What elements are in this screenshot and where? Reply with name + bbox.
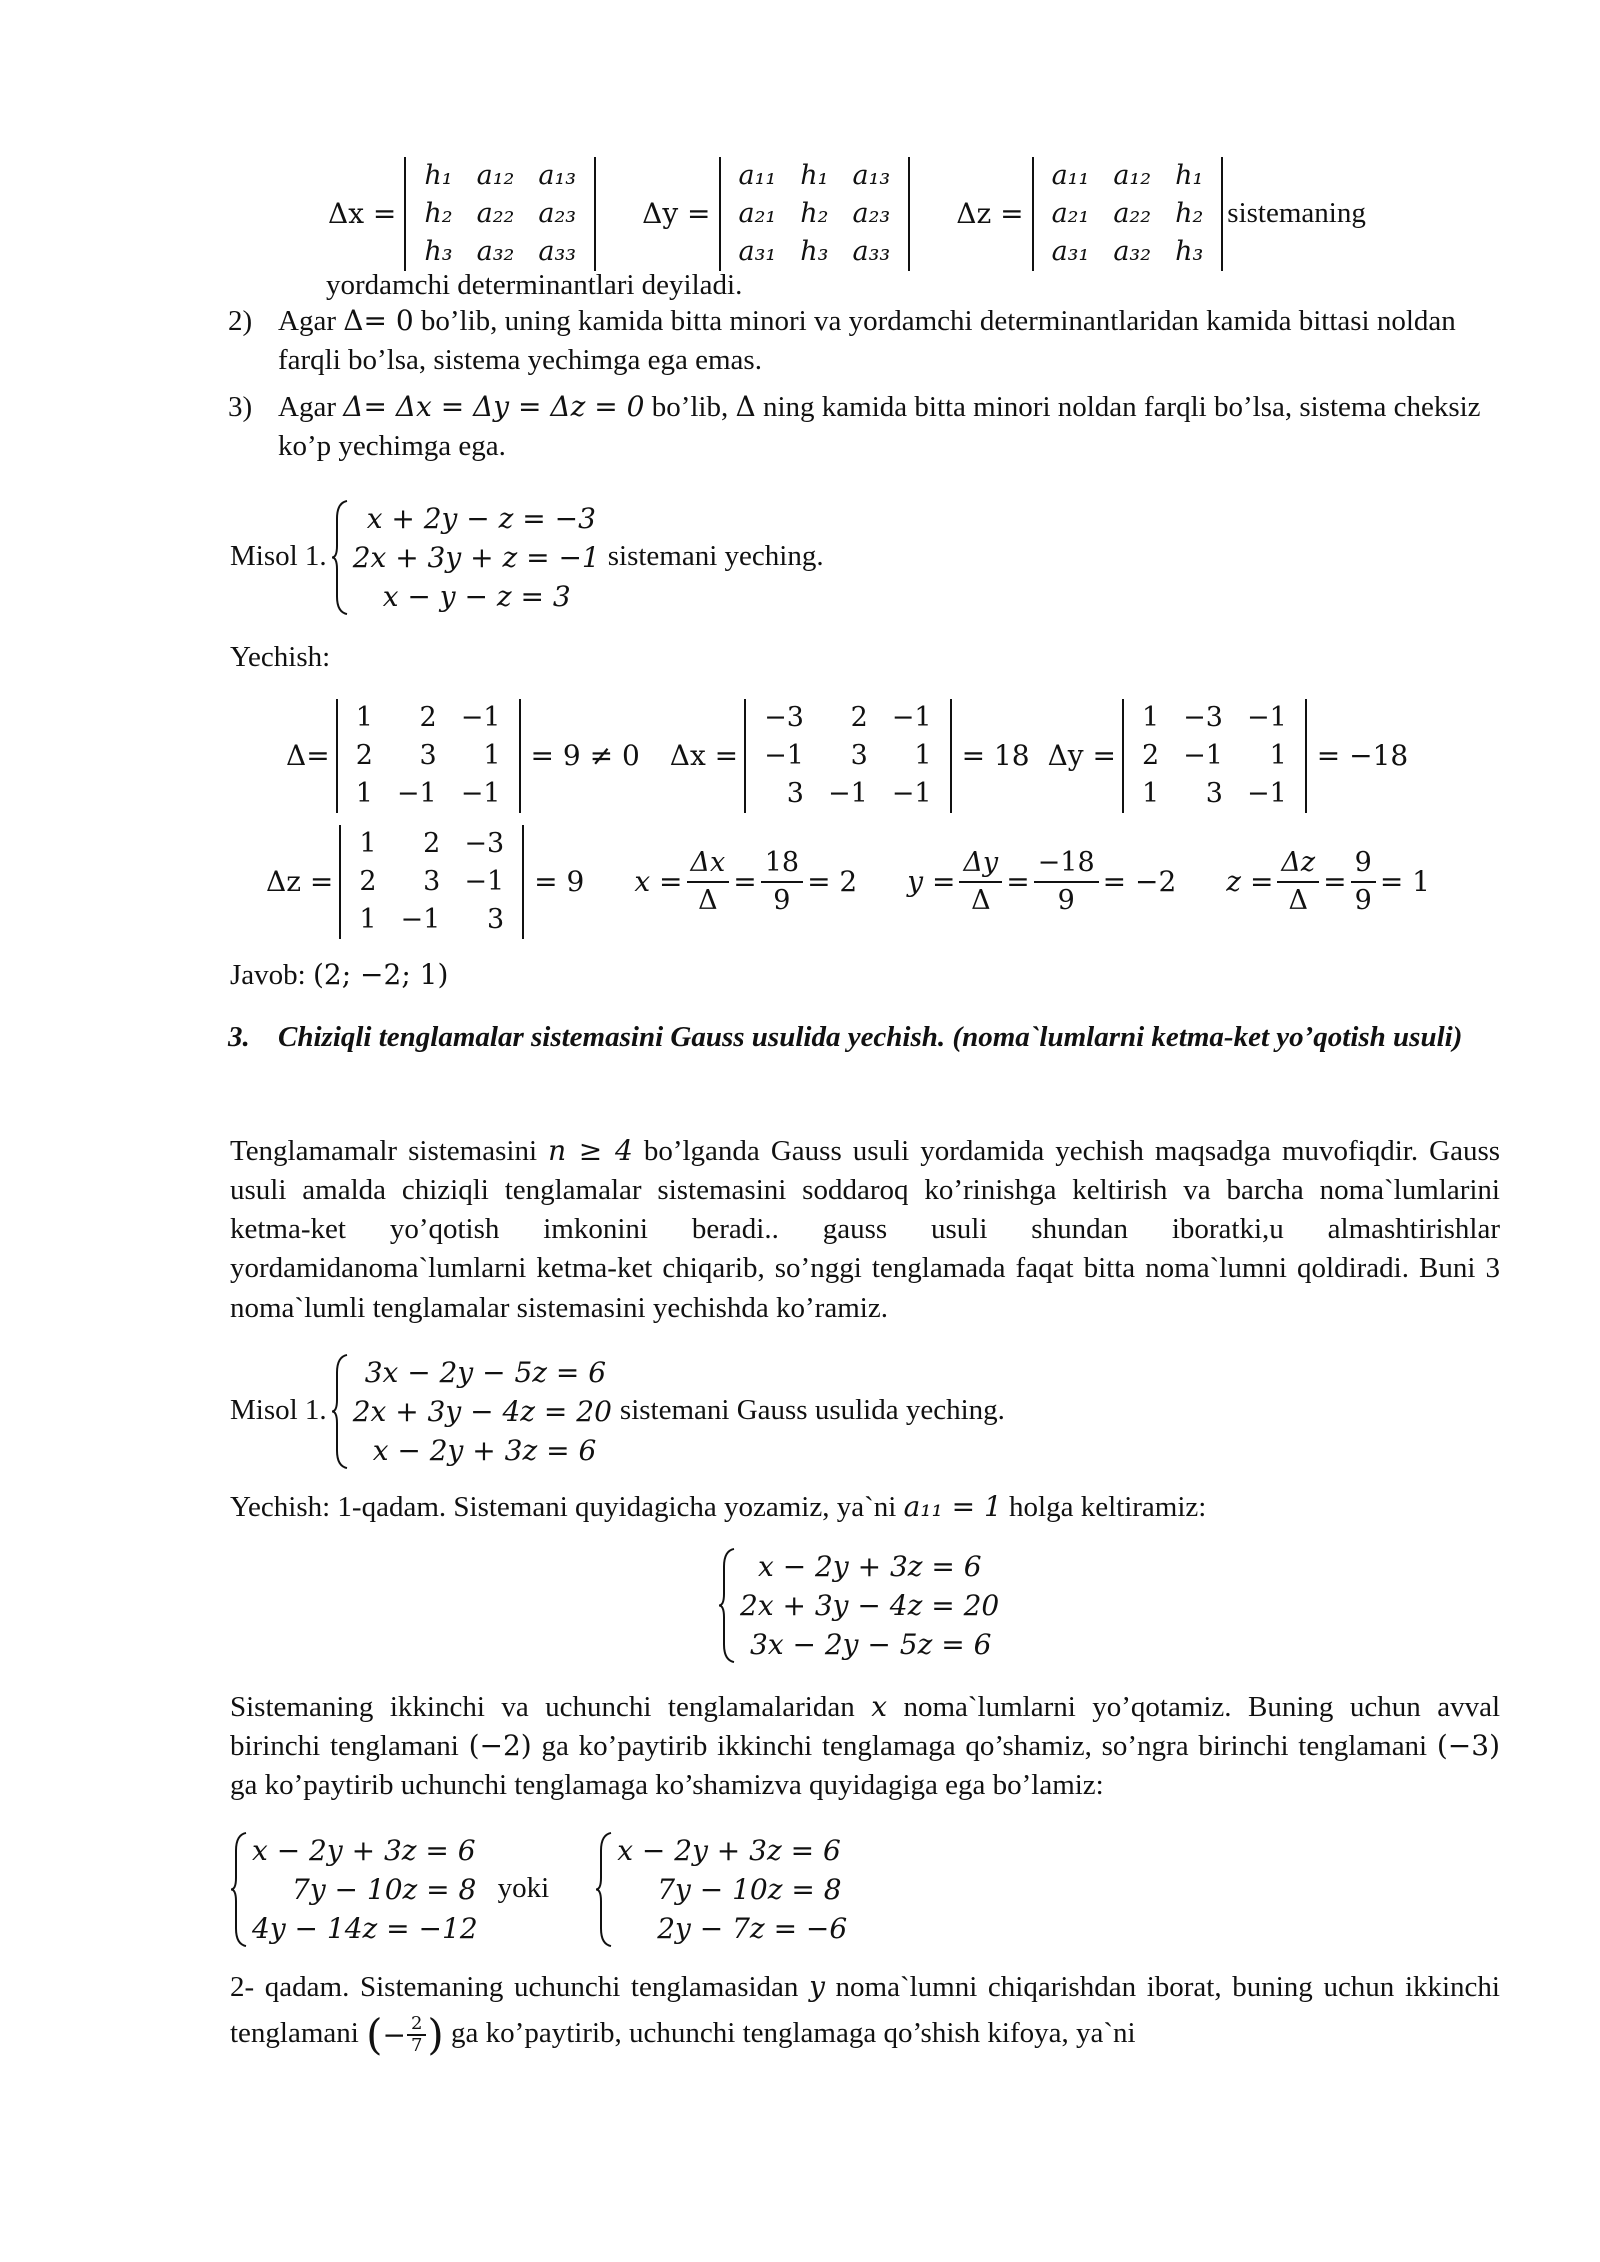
example2-system: 3x − 2y − 5z = 6 2x + 3y − 4z = 20 x − 2y + 3z = 6: [331, 1353, 612, 1470]
step1-paragraph: Sistemaning ikkinchi va uchunchi tenglamalaridan x noma`lumlarni yo’qotamiz. Buning uchun avval birinchi tenglamani (−2) ga ko’paytirib ikkinchi tenglamaga qo’shamiz, so’ngra birinchi tenglamani (−3) ga ko’paytirib uchunchi tenglamaga ko’shamizva quyidagiga ega bo’lamiz:: [230, 1690, 1500, 1802]
x-value: = 2: [807, 865, 858, 899]
x-label: x =: [634, 865, 683, 899]
solution1-label: Yechish:: [230, 641, 331, 673]
answer-value: (2; −2; 1): [312, 958, 449, 991]
dx-label-solution: Δx =: [669, 739, 739, 773]
x-fraction-1: $\frac{\Delta x}{\Delta}$: [687, 845, 730, 919]
left-brace-icon: [595, 1831, 613, 1948]
left-brace-icon: [230, 1831, 248, 1948]
aux-tail-text: sistemaning: [1227, 197, 1366, 230]
dz-label: Δz =: [956, 197, 1024, 231]
answer-line: [230, 956, 448, 995]
example2-label: Misol 1.: [230, 1394, 327, 1427]
d-value: = 9 ≠ 0: [530, 739, 640, 773]
dx-label: Δx =: [328, 197, 397, 231]
systems-pair-row: [230, 1828, 847, 1950]
aux-caption: yordamchi determinantlari deyiladi.: [326, 269, 743, 301]
step1-system-row: [718, 1544, 999, 1666]
yoki-word: yoki: [497, 1872, 550, 1905]
example1-system: x + 2y − z = −3 2x + 3y + z = −1 x − y − z = 3: [331, 499, 600, 616]
solution1-dets-row: [286, 696, 1408, 816]
left-brace-icon: [331, 499, 349, 616]
step1-system: x − 2y + 3z = 6 2x + 3y − 4z = 20 3x − 2y − 5z = 6: [718, 1547, 999, 1664]
d-determinant: 1 2 −1 2 3 1 1 −1 −1: [336, 699, 521, 813]
step1-line: Yechish: 1-qadam. Sistemani quyidagicha yozamiz, ya`ni a₁₁ = 1 holga keltiramiz:: [230, 1490, 1207, 1523]
example1-row: [230, 496, 824, 618]
z-label: z =: [1226, 865, 1274, 899]
system-left: x − 2y + 3z = 6 7y − 10z = 8 4y − 14z = −12: [230, 1831, 478, 1948]
dy-label: Δy =: [642, 197, 711, 231]
dy-determinant: a₁₁ h₁ a₁₃ a₂₁ h₂ a₂₃ a₃₁ h₃ a₃₃: [719, 157, 911, 271]
dz-determinant-solution: 1 2 −3 2 3 −1 1 −1 3: [339, 825, 524, 939]
left-paren: (: [366, 2010, 383, 2060]
dy-label-solution: Δy =: [1047, 739, 1116, 773]
intro-paragraph: Tenglamamalr sistemasini n ≥ 4 bo’lganda Gauss usuli yordamida yechish maqsadga muvofiqdir. Gauss usuli amalda chiziqli tenglamalar sistemasini soddaroq ko’rinishga keltirish va barcha noma`lumlarini ketma-ket yo’qotish imkonini beradi.. gauss usuli shundan iboratki,u almashtirishlar yordamidanoma`lumlarni ketma-ket chiqarib, so’nggi tenglamada faqat bitta noma`lumni qoldiradi. Buni 3 noma`lumli tenglamalar sistemasini yechishda ko’ramiz.: [230, 1134, 1501, 1324]
left-brace-icon: [331, 1353, 349, 1470]
dz-determinant: a₁₁ a₁₂ h₁ a₂₁ a₂₂ h₂ a₃₁ a₃₂ h₃: [1032, 157, 1224, 271]
right-paren: ): [427, 2010, 444, 2060]
example2-row: [230, 1350, 1005, 1472]
dx-determinant-solution: −3 2 −1 −1 3 1 3 −1 −1: [744, 699, 951, 813]
condition-item-3: 3) Agar Δ= Δx = Δy = Δz = 0 bo’lib, Δ ning kamida bitta minori noldan farqli bo’lsa, sistema cheksiz ko’p yechimga ega.: [228, 390, 1481, 463]
x-fraction-2: $\frac{18}{9}$: [761, 845, 803, 919]
dz-label-solution: Δz =: [266, 865, 334, 899]
step2-fraction: $\frac{2}{7}$: [407, 2014, 426, 2056]
dx-determinant: h₁ a₁₂ a₁₃ h₂ a₂₂ a₂₃ h₃ a₃₂ a₃₃: [404, 157, 596, 271]
d-label: Δ=: [286, 739, 330, 773]
z-fraction-2: $\frac{9}{9}$: [1351, 845, 1376, 919]
solution1-values-row: Δz = 1 2 −3 2 3 −1 1 −1 3 = 9 x = $\frac{\Delta x}{\Delta}$ = $\frac{18}{9}$ = 2 y = $\frac{\Delta y}{\Delta}$ = $\frac{-18}{9}$ = −2 z = $\frac{\Delta z}{\Delta}$ = $\frac{9}{9}$ = 1: [266, 822, 1430, 942]
step2-paragraph: 2- qadam. Sistemaning uchunchi tenglamasidan y noma`lumni chiqarishdan iborat, buning uchun ikkinchi tenglamani (− $\frac{2}{7}$ ) ga ko’paytirib, uchunchi tenglamaga qo’shish kifoya, ya`ni: [230, 1970, 1500, 2060]
example2-tail: sistemani Gauss usulida yeching.: [619, 1394, 1005, 1427]
y-label: y =: [907, 865, 956, 899]
dx-value: = 18: [961, 739, 1030, 773]
dz-value: = 9: [534, 865, 585, 899]
example1-tail: sistemani yeching.: [607, 540, 824, 573]
dy-value: = −18: [1316, 739, 1409, 773]
system-right: x − 2y + 3z = 6 7y − 10z = 8 2y − 7z = −6: [595, 1831, 847, 1948]
condition-item-2: 2) Agar Δ= 0 bo’lib, uning kamida bitta minori va yordamchi determinantlaridan kamida bittasi noldan farqli bo’lsa, sistema yechimga ega emas.: [228, 304, 1456, 377]
left-brace-icon: [718, 1547, 736, 1664]
section3-heading: 3. Chiziqli tenglamalar sistemasini Gauss usulida yechish. (noma`lumlarni ketma-ket yo’qotish usuli): [228, 1021, 1463, 1053]
z-fraction-1: $\frac{\Delta z}{\Delta}$: [1277, 845, 1319, 919]
y-value: = −2: [1102, 865, 1177, 899]
aux-determinants-row: [328, 154, 1366, 274]
y-fraction-2: $\frac{-18}{9}$: [1034, 845, 1099, 919]
answer-label: Javob:: [230, 959, 306, 991]
dy-determinant-solution: 1 −3 −1 2 −1 1 1 3 −1: [1122, 699, 1307, 813]
z-value: = 1: [1379, 865, 1430, 899]
y-fraction-1: $\frac{\Delta y}{\Delta}$: [959, 845, 1002, 919]
example1-label: Misol 1.: [230, 540, 327, 573]
